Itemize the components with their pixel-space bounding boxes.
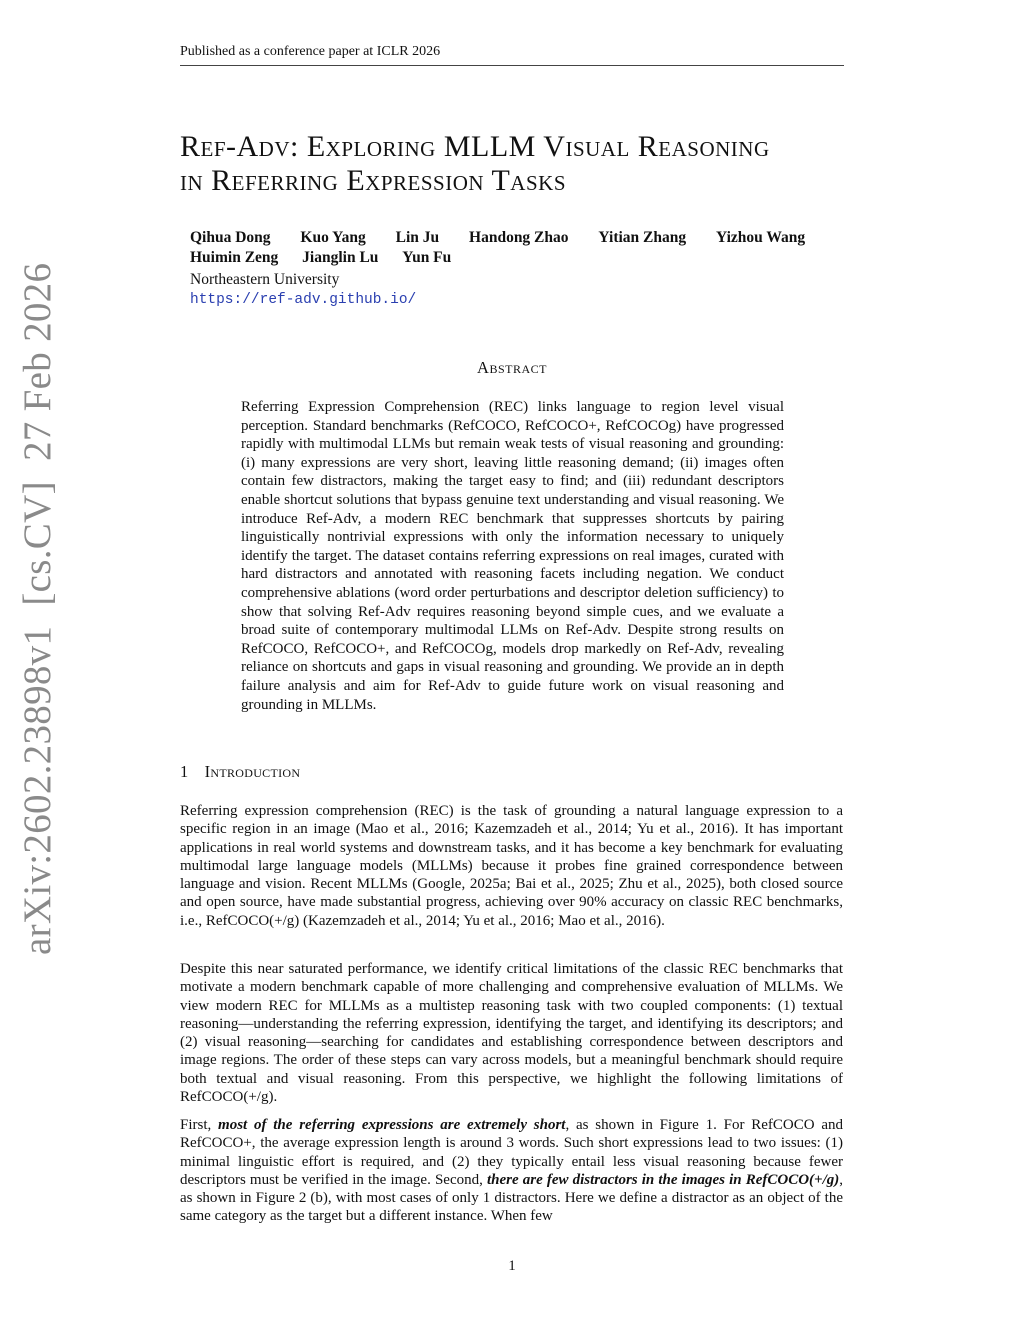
section-title: Introduction (204, 762, 301, 781)
author-name: Lin Ju (395, 229, 440, 246)
emphasis-text: most of the referring expressions are extremely short (218, 1117, 566, 1133)
affiliation: Northeastern University (190, 271, 340, 288)
body-paragraph: Referring expression comprehension (REC) is the task of grounding a natural language expression to a specific region in an image (Mao et al., 2016; Kazemzadeh et al., 2014; Yu et al., 2016). It has important applications in real world systems and downstream tasks, and it has become a key benchmark for evaluating multimodal large language models (MLLMs) because it probes fine grained correspondence between language and vision. Recent MLLMs (Google, 2025a; Bai et al., 2025; Zhu et al., 2025), both closed source and open source, have made substantial progress, achieving over 90% accuracy on classic REC benchmarks, i.e., RefCOCO(+/g) (Kazemzadeh et al., 2014; Yu et al., 2016; Mao et al., 2016). (180, 803, 843, 929)
author-name: Kuo Yang (300, 229, 366, 246)
paragraph-text: , as shown in Figure 2 (b), with most cases of only 1 distractors. Here we define a distractor as an object of the same category as the target but a different instance. When few (180, 1171, 843, 1225)
paper-title (180, 130, 860, 198)
page-number: 1 (508, 1258, 516, 1274)
running-header: Published as a conference paper at ICLR 2026 (180, 44, 441, 59)
emphasis-text: there are few distractors in the images in RefCOCO(+/g) (486, 1171, 840, 1188)
abstract-heading: Abstract (477, 358, 547, 377)
author-list (190, 228, 850, 268)
header-rule (180, 65, 844, 66)
author-name: Huimin Zeng (190, 249, 279, 266)
paragraph-text: First, (180, 1117, 219, 1133)
section-heading-introduction (180, 762, 300, 782)
author-name: Yizhou Wang (716, 229, 806, 246)
paragraph-text: , as shown in Figure 1. For RefCOCO and RefCOCO+, the average expression length is around 3 words. Such short expressions lead to two issues: (1) minimal linguistic effort is required, and (2) they typically entail less visual reasoning because fewer descriptors must be verified in the image. Second, (180, 1117, 843, 1188)
body-paragraph: Despite this near saturated performance, we identify critical limitations of the classic REC benchmarks that motivate a modern benchmark capable of more challenging and comprehensive evaluation of MLLMs. We view modern REC for MLLMs as a multistep reasoning task with two coupled components: (1) textual reasoning—understanding the referring expression, identifying the target, and identifying its descriptors; and (2) visual reasoning—searching for candidates and establishing correspondence between descriptors and image regions. The order of these steps can vary across models, but a meaningful benchmark should require both textual and visual reasoning. From this perspective, we highlight the following limitations of RefCOCO(+/g). (180, 961, 843, 1106)
project-url-link[interactable]: https://ref-adv.github.io/ (190, 292, 417, 308)
author-name: Yun Fu (402, 249, 452, 266)
body-paragraph (180, 1116, 843, 1226)
title-line-2: in Referring Expression Tasks (180, 164, 567, 197)
author-name: Yitian Zhang (598, 229, 687, 246)
author-name: Handong Zhao (469, 229, 569, 246)
section-number: 1 (180, 762, 189, 781)
author-name: Jianglin Lu (302, 249, 379, 266)
abstract-text: Referring Expression Comprehension (REC) links language to region level visual perception. Standard benchmarks (RefCOCO, RefCOCO+, RefCOCOg) have progressed rapidly with multimodal LLMs but remain weak tests of visual reasoning and grounding: (i) many expressions are very short, leaving little reasoning demand; (ii) images often contain few distractors, making the target easy to find; and (iii) redundant descriptors enable shortcut solutions that bypass genuine text understanding and visual reasoning. We introduce Ref-Adv, a modern REC benchmark that suppresses shortcuts by pairing linguistically nontrivial expressions with only the information necessary to uniquely identify the target. The dataset contains referring expressions on real images, curated with hard distractors and annotated with reasoning facets including negation. We conduct comprehensive ablations (word order perturbations and descriptor deletion sufficiency) to show that solving Ref-Adv requires reasoning beyond simple cues, and we evaluate a broad suite of contemporary multimodal LLMs on Ref-Adv. Despite strong results on RefCOCO, RefCOCO+, and RefCOCOg, models drop markedly on Ref-Adv, revealing reliance on shortcuts and gaps in visual reasoning and grounding. We provide an in depth failure analysis and aim for Ref-Adv to guide future work on visual reasoning and grounding in MLLMs. (241, 399, 784, 713)
title-line-1: Ref-Adv: Exploring MLLM Visual Reasoning (180, 130, 770, 163)
author-name: Qihua Dong (190, 229, 271, 246)
arxiv-sidebar-stamp: arXiv:2602.23898v1 [cs.CV] 27 Feb 2026 (16, 262, 59, 955)
